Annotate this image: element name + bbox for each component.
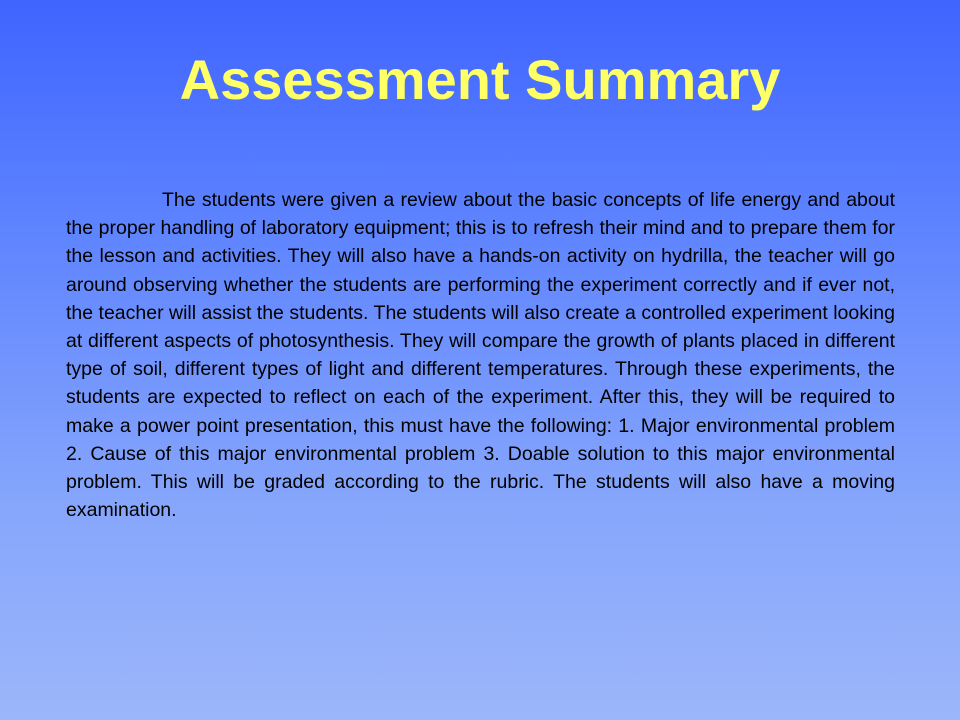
slide-body-paragraph: The students were given a review about the basic concepts of life energy and about the proper handling of laboratory equipment; this is to refresh their mind and to prepare them for the lesson and activities. They will also have a hands-on activity on hydrilla, the teacher will go around observing whether the students are performing the experiment correctly and if ever not, the teacher will assist the students. The students will also create a controlled experiment looking at different aspects of photosynthesis. They will compare the growth of plants placed in different type of soil, different types of light and different temperatures. Through these experiments, the students are expected to reflect on each of the experiment. After this, they will be required to make a power point presentation, this must have the following: 1. Major environmental problem 2. Cause of this major environmental problem 3. Doable solution to this major environmental problem. This will be graded according to the rubric. The students will also have a moving examination.: [66, 189, 895, 522]
slide-title: Assessment Summary: [179, 48, 781, 111]
